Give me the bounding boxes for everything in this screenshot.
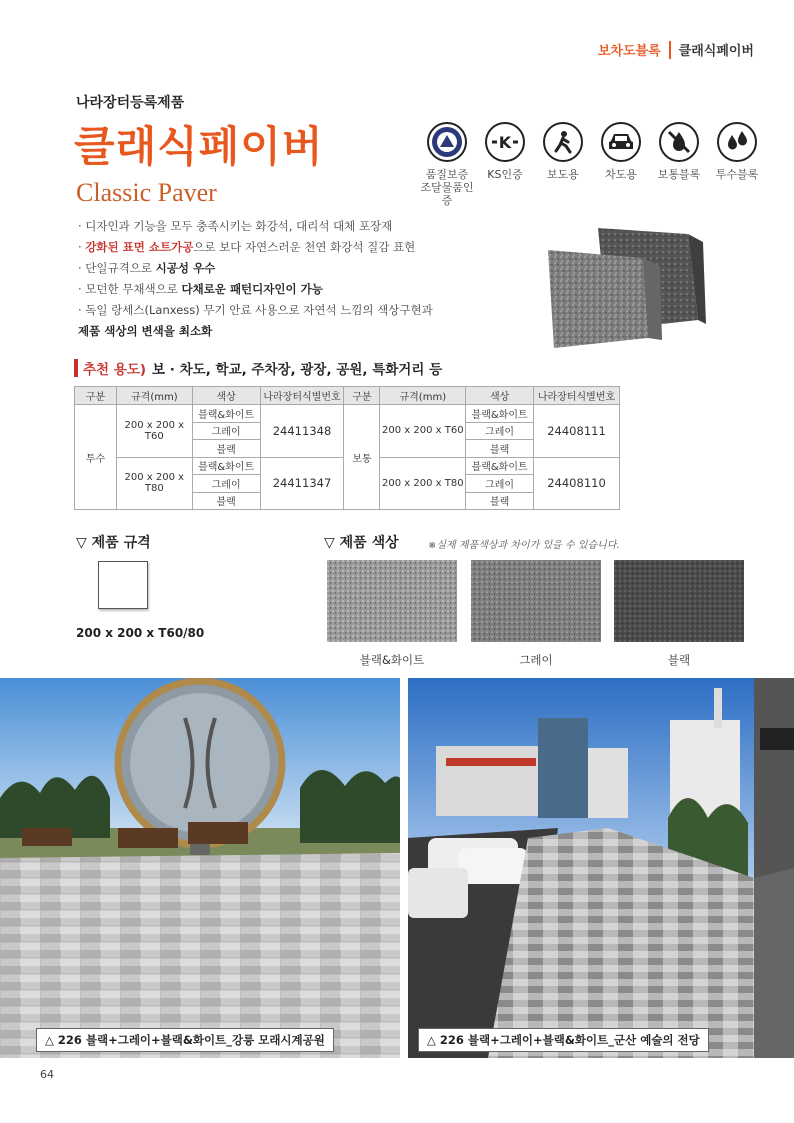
badge-label: 품질보증 [425, 168, 469, 181]
color-cell: 블랙 [192, 440, 260, 458]
usage-marker [74, 359, 78, 377]
installation-photo [408, 678, 794, 1058]
badge-label: KS인증 [487, 168, 523, 181]
park-scene-image [0, 678, 400, 1058]
column-header: 색상 [192, 387, 260, 405]
usage-label: 추천 용도) [83, 362, 147, 378]
badge-pedestrian [534, 122, 592, 207]
badge-label: 차도용 [605, 168, 637, 181]
color-cell: 블랙 [466, 492, 534, 510]
id-cell: 24411348 [260, 405, 344, 458]
color-cell: 블랙&화이트 [466, 405, 534, 423]
english-title: Classic Paver [76, 178, 217, 207]
color-cell: 블랙 [466, 440, 534, 458]
swatch-label: 블랙 [667, 653, 691, 667]
page-subtitle: 나라장터등록제품 [76, 95, 185, 111]
size-cell: 200 x 200 x T60 [380, 405, 466, 458]
badge-label: 조달물품인증 [420, 181, 474, 207]
street-scene-image [408, 678, 794, 1058]
page-number: 64 [40, 1068, 54, 1081]
color-heading: ▽ 제품 색상 [324, 535, 399, 551]
color-cell: 블랙&화이트 [466, 457, 534, 475]
color-cell: 그레이 [192, 475, 260, 493]
size-cell: 200 x 200 x T80 [116, 457, 192, 510]
badge-car [592, 122, 650, 207]
column-header: 구분 [75, 387, 117, 405]
feature-item: · 모던한 무채색으로 다채로운 패턴디자인이 가능 [78, 282, 323, 296]
badge-row [418, 122, 766, 207]
color-cell: 블랙&화이트 [192, 457, 260, 475]
photo-caption: △ 226 블랙+그레이+블랙&화이트_군산 예술의 전당 [418, 1028, 709, 1052]
color-cell: 그레이 [466, 475, 534, 493]
spec-size: 200 x 200 x T60/80 [76, 626, 205, 640]
swatch-gray [471, 560, 601, 642]
pedestrian-icon [543, 122, 583, 162]
quality-cert-seal-icon [427, 122, 467, 162]
color-cell: 그레이 [466, 422, 534, 440]
recommended-usage [74, 358, 442, 378]
badge-label: 보통블록 [657, 168, 701, 181]
feature-item: · 단일규격으로 시공성 우수 [78, 261, 216, 275]
color-note: ※실제 제품색상과 차이가 있을 수 있습니다. [428, 540, 620, 551]
feature-item: · 강화된 표면 쇼트가공으로 보다 자연스러운 천연 화강석 질감 표현 [78, 240, 416, 254]
column-header: 규격(mm) [380, 387, 466, 405]
size-cell: 200 x 200 x T80 [380, 457, 466, 510]
id-cell: 24408111 [534, 405, 620, 458]
car-icon [601, 122, 641, 162]
usage-text: 보 · 차도, 학교, 주차장, 광장, 공원, 특화거리 등 [152, 362, 443, 378]
badge-quality [418, 122, 476, 207]
no-water-drop-icon [659, 122, 699, 162]
color-cell: 블랙&화이트 [192, 405, 260, 423]
spec-heading: ▽ 제품 규격 [76, 535, 151, 551]
badge-permeable-block [708, 122, 766, 207]
installation-photo [0, 678, 400, 1058]
size-cell: 200 x 200 x T60 [116, 405, 192, 458]
column-header: 나라장터식별번호 [260, 387, 344, 405]
id-cell: 24411347 [260, 457, 344, 510]
swatch-label: 블랙&화이트 [359, 653, 425, 667]
feature-list [78, 216, 433, 342]
swatch-black [614, 560, 744, 642]
color-cell: 그레이 [192, 422, 260, 440]
spec-table [74, 386, 620, 510]
table-row [75, 405, 620, 423]
table-header-row [75, 387, 620, 405]
color-cell: 블랙 [192, 492, 260, 510]
badge-normal-block [650, 122, 708, 207]
breadcrumb-category[interactable]: 보차도블록 [597, 44, 661, 59]
column-header: 규격(mm) [116, 387, 192, 405]
ks-cert-icon [485, 122, 525, 162]
breadcrumb-current: 클래식페이버 [678, 44, 754, 59]
spec-square-diagram [98, 561, 148, 609]
svg-text:K: K [498, 133, 512, 152]
photo-caption: △ 226 블랙+그레이+블랙&화이트_강릉 모래시계공원 [36, 1028, 334, 1052]
type-cell: 보통 [344, 405, 380, 510]
id-cell: 24408110 [534, 457, 620, 510]
badge-label: 보도용 [547, 168, 579, 181]
breadcrumb [598, 40, 754, 59]
column-header: 색상 [466, 387, 534, 405]
water-drops-icon [717, 122, 757, 162]
feature-item: 제품 색상의 변색을 최소화 [78, 324, 213, 338]
type-cell: 투수 [75, 405, 117, 510]
badge-ks [476, 122, 534, 207]
feature-item: · 디자인과 기능을 모두 충족시키는 화강석, 대리석 대체 포장재 [78, 219, 393, 233]
breadcrumb-divider [669, 41, 671, 59]
page-title: 클래식페이버 [74, 122, 324, 171]
column-header: 나라장터식별번호 [534, 387, 620, 405]
swatch-label: 그레이 [519, 653, 553, 667]
feature-item: · 독일 랑세스(Lanxess) 무기 안료 사용으로 자연석 느낌의 색상구현과 [78, 303, 433, 317]
column-header: 구분 [344, 387, 380, 405]
swatch-black-white [327, 560, 457, 642]
product-blocks-image [548, 220, 708, 355]
badge-label: 투수블록 [715, 168, 759, 181]
